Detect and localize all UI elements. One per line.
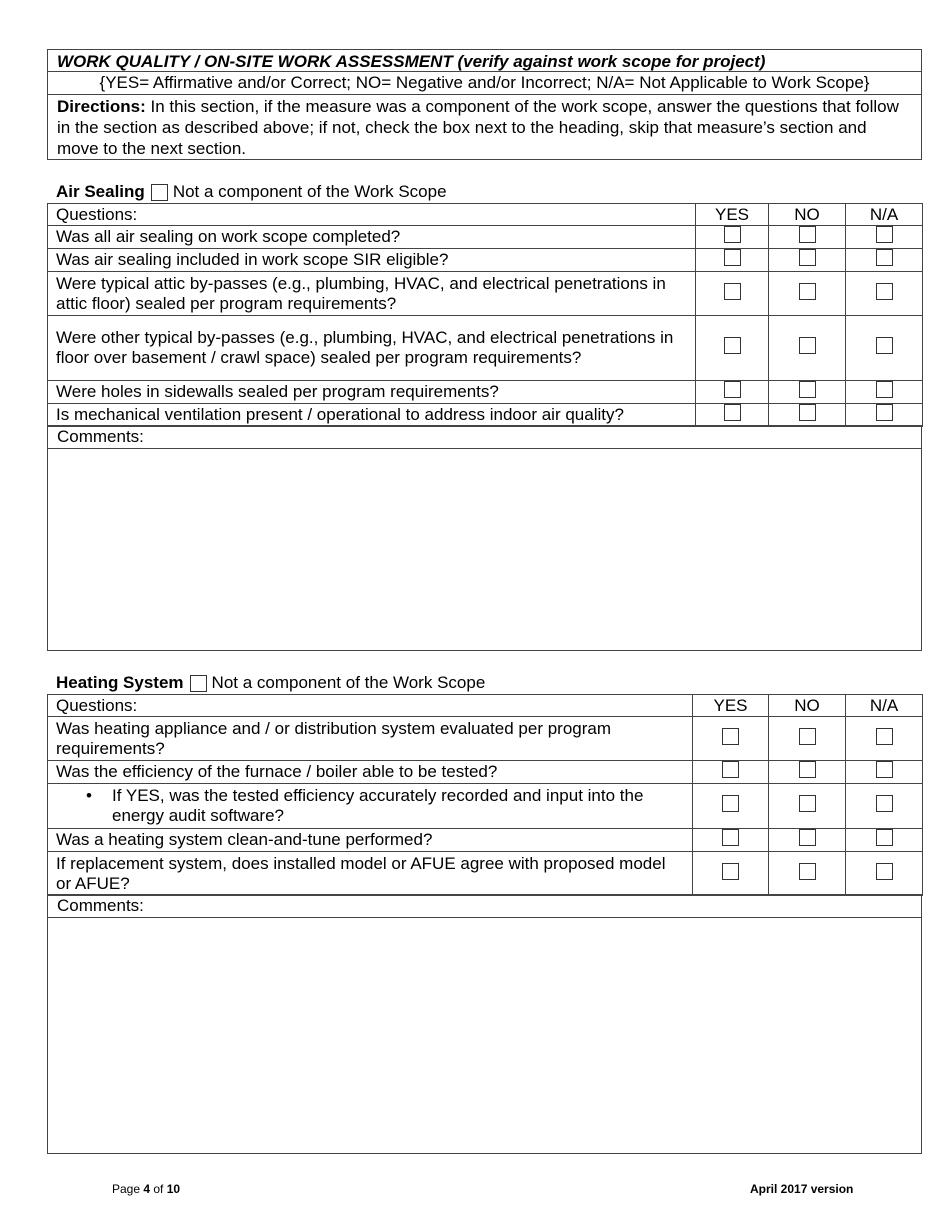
col-yes: YES — [693, 695, 769, 717]
page-of: of — [150, 1182, 167, 1196]
yes-checkbox[interactable] — [724, 381, 741, 398]
version-text: April 2017 version — [750, 1182, 854, 1196]
table-row — [48, 784, 923, 829]
na-checkbox[interactable] — [876, 795, 893, 812]
question-text: Is mechanical ventilation present / operational to address indoor air quality? — [48, 404, 696, 427]
table-header-row — [48, 695, 923, 717]
yes-checkbox[interactable] — [722, 728, 739, 745]
table-row — [48, 226, 923, 249]
page-total: 10 — [166, 1182, 181, 1196]
no-checkbox[interactable] — [799, 728, 816, 745]
no-checkbox[interactable] — [799, 283, 816, 300]
table-row — [48, 381, 923, 404]
bullet-icon: • — [86, 786, 92, 805]
na-checkbox[interactable] — [876, 404, 893, 421]
question-text: Was air sealing included in work scope SIR eligible? — [48, 249, 696, 272]
question-text: Were other typical by-passes (e.g., plumbing, HVAC, and electrical penetrations in floor over basement / crawl space) sealed per program requirements? — [48, 316, 696, 381]
table-row — [48, 316, 923, 381]
directions-label: Directions: — [57, 97, 146, 116]
yes-checkbox[interactable] — [722, 863, 739, 880]
col-yes: YES — [696, 204, 769, 226]
col-questions: Questions: — [48, 204, 696, 226]
col-na: N/A — [846, 695, 923, 717]
question-text: Was a heating system clean-and-tune performed? — [48, 829, 693, 852]
assessment-header — [47, 49, 922, 160]
table-row — [48, 404, 923, 427]
air-sealing-title: Air Sealing — [56, 182, 145, 201]
na-checkbox[interactable] — [876, 829, 893, 846]
table-row — [48, 249, 923, 272]
no-checkbox[interactable] — [799, 381, 816, 398]
air-sealing-table — [47, 203, 923, 427]
question-text: Were typical attic by-passes (e.g., plumbing, HVAC, and electrical penetrations in attic floor) sealed per program requirements? — [48, 272, 696, 316]
no-checkbox[interactable] — [799, 249, 816, 266]
col-na: N/A — [846, 204, 923, 226]
yes-checkbox[interactable] — [724, 226, 741, 243]
no-checkbox[interactable] — [799, 404, 816, 421]
col-questions: Questions: — [48, 695, 693, 717]
na-checkbox[interactable] — [876, 761, 893, 778]
question-text: Was all air sealing on work scope completed? — [48, 226, 696, 249]
yes-checkbox[interactable] — [724, 337, 741, 354]
header-legend: {YES= Affirmative and/or Correct; NO= Negative and/or Incorrect; N/A= Not Applicable to Work Scope} — [48, 72, 921, 95]
na-checkbox[interactable] — [876, 381, 893, 398]
heating-heading — [56, 673, 485, 693]
air-sealing-heading — [56, 182, 447, 202]
col-no: NO — [769, 695, 846, 717]
heating-title: Heating System — [56, 673, 184, 692]
na-checkbox[interactable] — [876, 283, 893, 300]
no-checkbox[interactable] — [799, 226, 816, 243]
na-checkbox[interactable] — [876, 226, 893, 243]
air-sealing-comments — [47, 425, 922, 651]
yes-checkbox[interactable] — [724, 249, 741, 266]
table-row — [48, 272, 923, 316]
heating-table — [47, 694, 923, 896]
table-row — [48, 717, 923, 761]
question-text: Was heating appliance and / or distribution system evaluated per program requirements? — [48, 717, 693, 761]
comments-label: Comments: — [48, 426, 921, 449]
na-checkbox[interactable] — [876, 863, 893, 880]
yes-checkbox[interactable] — [724, 404, 741, 421]
heating-comments-area[interactable] — [48, 918, 921, 1154]
no-checkbox[interactable] — [799, 829, 816, 846]
heating-not-component-checkbox[interactable] — [190, 675, 207, 692]
page-number — [112, 1182, 180, 1196]
yes-checkbox[interactable] — [724, 283, 741, 300]
header-title: WORK QUALITY / ON-SITE WORK ASSESSMENT (verify against work scope for project) — [48, 50, 921, 72]
directions-text: In this section, if the measure was a component of the work scope, answer the questions that follow in the section as described above; if not, check the box next to the heading, skip that measure’s section and move to the next section. — [57, 97, 899, 158]
question-text — [48, 784, 693, 829]
table-row — [48, 761, 923, 784]
yes-checkbox[interactable] — [722, 829, 739, 846]
bullet-question-text: If YES, was the tested efficiency accurately recorded and input into the energy audit software? — [112, 786, 644, 825]
question-text: Were holes in sidewalls sealed per program requirements? — [48, 381, 696, 404]
page-current: 4 — [143, 1182, 151, 1196]
air-sealing-comments-area[interactable] — [48, 449, 921, 651]
no-checkbox[interactable] — [799, 337, 816, 354]
no-checkbox[interactable] — [799, 863, 816, 880]
heating-comments — [47, 894, 922, 1154]
comments-label: Comments: — [48, 895, 921, 918]
na-checkbox[interactable] — [876, 728, 893, 745]
yes-checkbox[interactable] — [722, 761, 739, 778]
version-label — [750, 1182, 853, 1196]
air-sealing-not-component-label: Not a component of the Work Scope — [172, 182, 447, 201]
question-text: If replacement system, does installed model or AFUE agree with proposed model or AFUE? — [48, 852, 693, 896]
heating-not-component-label: Not a component of the Work Scope — [211, 673, 486, 692]
col-no: NO — [769, 204, 846, 226]
page-prefix: Page — [112, 1182, 144, 1196]
no-checkbox[interactable] — [799, 795, 816, 812]
question-text: Was the efficiency of the furnace / boiler able to be tested? — [48, 761, 693, 784]
na-checkbox[interactable] — [876, 249, 893, 266]
yes-checkbox[interactable] — [722, 795, 739, 812]
table-row — [48, 852, 923, 896]
table-row — [48, 829, 923, 852]
no-checkbox[interactable] — [799, 761, 816, 778]
table-header-row — [48, 204, 923, 226]
na-checkbox[interactable] — [876, 337, 893, 354]
air-sealing-not-component-checkbox[interactable] — [151, 184, 168, 201]
header-directions — [48, 95, 921, 161]
